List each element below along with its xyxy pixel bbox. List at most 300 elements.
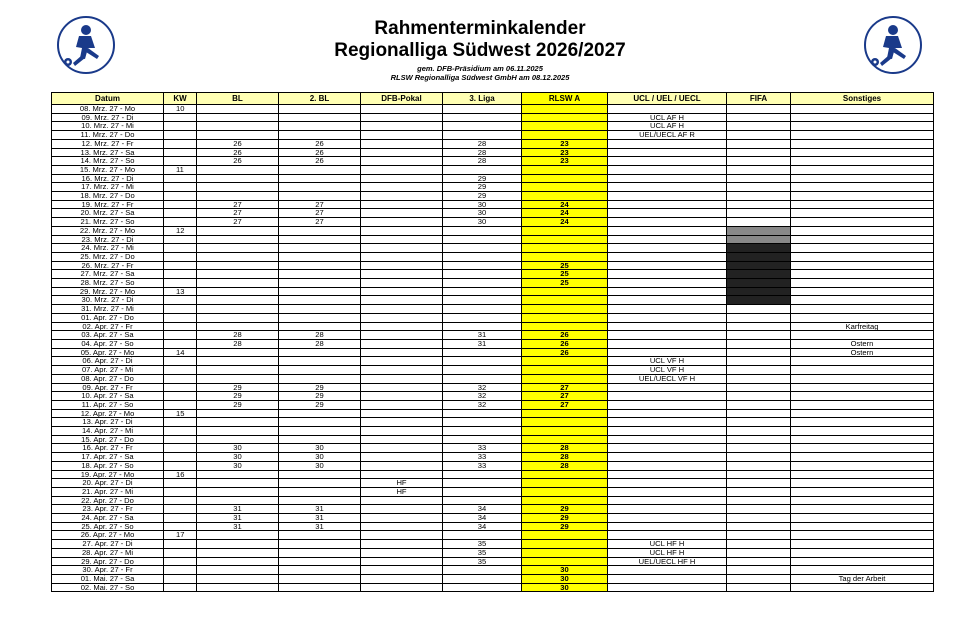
cell-kw [164,122,197,131]
cell-dfb-pokal [361,261,443,270]
cell-3-liga [443,122,522,131]
cell-rlsw-a: 25 [522,261,608,270]
cell-2-bl [279,583,361,592]
cell-3-liga: 29 [443,183,522,192]
cell-rlsw-a [522,557,608,566]
cell-kw [164,496,197,505]
cell-kw: 12 [164,226,197,235]
table-row [52,366,934,375]
table-row [52,357,934,366]
cell-sonstiges [791,453,934,462]
cell-datum: 11. Mrz. 27 - Do [52,131,164,140]
cell-dfb-pokal [361,427,443,436]
cell-2-bl [279,235,361,244]
table-row [52,348,934,357]
cell-2-bl [279,409,361,418]
cell-kw [164,444,197,453]
cell-datum: 23. Apr. 27 - Fr [52,505,164,514]
cell-fifa [727,218,791,227]
cell-2-bl: 29 [279,400,361,409]
table-row [52,192,934,201]
table-row [52,139,934,148]
cell-2-bl: 31 [279,505,361,514]
cell-sonstiges [791,418,934,427]
cell-dfb-pokal [361,531,443,540]
cell-dfb-pokal: HF [361,487,443,496]
cell-dfb-pokal [361,157,443,166]
cell-rlsw-a: 29 [522,522,608,531]
cell-bl [197,531,279,540]
cell-kw: 11 [164,165,197,174]
cell-dfb-pokal [361,470,443,479]
table-row [52,235,934,244]
table-row [52,331,934,340]
cell-kw: 16 [164,470,197,479]
cell-datum: 30. Apr. 27 - Fr [52,566,164,575]
cell-sonstiges [791,409,934,418]
cell-3-liga [443,566,522,575]
cell-fifa [727,427,791,436]
cell-rlsw-a: 30 [522,566,608,575]
cell-3-liga [443,305,522,314]
cell-dfb-pokal [361,392,443,401]
cell-datum: 15. Mrz. 27 - Mo [52,165,164,174]
cell-datum: 18. Apr. 27 - So [52,461,164,470]
cell-rlsw-a: 27 [522,383,608,392]
table-row [52,400,934,409]
cell-dfb-pokal [361,339,443,348]
cell-datum: 28. Apr. 27 - Mi [52,548,164,557]
cell-datum: 01. Apr. 27 - Do [52,313,164,322]
cell-3-liga: 35 [443,540,522,549]
cell-ucl-uel-uecl [608,461,727,470]
cell-2-bl [279,531,361,540]
cell-datum: 13. Mrz. 27 - Sa [52,148,164,157]
cell-datum: 14. Apr. 27 - Mi [52,427,164,436]
cell-dfb-pokal [361,279,443,288]
table-row [52,479,934,488]
table-row [52,444,934,453]
cell-dfb-pokal [361,305,443,314]
cell-ucl-uel-uecl [608,105,727,114]
table-row [52,113,934,122]
cell-sonstiges [791,252,934,261]
cell-datum: 26. Mrz. 27 - Fr [52,261,164,270]
cell-fifa [727,583,791,592]
cell-sonstiges [791,200,934,209]
cell-rlsw-a [522,435,608,444]
cell-3-liga: 30 [443,218,522,227]
cell-datum: 21. Mrz. 27 - So [52,218,164,227]
cell-3-liga [443,418,522,427]
cell-fifa [727,331,791,340]
cell-bl [197,279,279,288]
cell-3-liga [443,531,522,540]
cell-sonstiges [791,487,934,496]
cell-3-liga: 32 [443,383,522,392]
cell-dfb-pokal: HF [361,479,443,488]
cell-sonstiges [791,583,934,592]
cell-rlsw-a [522,131,608,140]
cell-2-bl [279,470,361,479]
cell-kw [164,209,197,218]
table-row [52,427,934,436]
cell-bl [197,496,279,505]
cell-3-liga [443,427,522,436]
page-subtitle-season: Regionalliga Südwest 2026/2027 [334,40,626,61]
cell-kw [164,252,197,261]
cell-rlsw-a [522,287,608,296]
cell-2-bl: 29 [279,383,361,392]
cell-ucl-uel-uecl [608,487,727,496]
cell-bl [197,487,279,496]
cell-dfb-pokal [361,131,443,140]
cell-sonstiges [791,400,934,409]
cell-2-bl [279,435,361,444]
cell-3-liga [443,261,522,270]
cell-3-liga: 33 [443,461,522,470]
cell-rlsw-a: 23 [522,148,608,157]
cell-3-liga [443,487,522,496]
cell-2-bl: 27 [279,218,361,227]
cell-ucl-uel-uecl [608,226,727,235]
cell-3-liga [443,105,522,114]
cell-bl [197,540,279,549]
cell-rlsw-a [522,192,608,201]
cell-ucl-uel-uecl [608,139,727,148]
cell-bl: 28 [197,339,279,348]
cell-2-bl: 28 [279,331,361,340]
cell-bl [197,409,279,418]
cell-dfb-pokal [361,583,443,592]
cell-ucl-uel-uecl [608,427,727,436]
cell-datum: 09. Apr. 27 - Fr [52,383,164,392]
cell-datum: 01. Mai. 27 - Sa [52,574,164,583]
cell-kw [164,583,197,592]
cell-dfb-pokal [361,331,443,340]
cell-2-bl [279,261,361,270]
cell-sonstiges [791,131,934,140]
table-row [52,174,934,183]
cell-2-bl [279,131,361,140]
cell-datum: 12. Apr. 27 - Mo [52,409,164,418]
cell-datum: 20. Mrz. 27 - Sa [52,209,164,218]
cell-rlsw-a: 24 [522,200,608,209]
cell-bl: 26 [197,139,279,148]
cell-3-liga [443,322,522,331]
cell-2-bl [279,313,361,322]
cell-ucl-uel-uecl [608,305,727,314]
cell-fifa [727,357,791,366]
table-header-row [52,93,934,105]
column-header-fifa: FIFA [727,93,791,105]
cell-2-bl: 26 [279,157,361,166]
cell-kw: 17 [164,531,197,540]
cell-ucl-uel-uecl: UCL HF H [608,540,727,549]
cell-rlsw-a: 30 [522,574,608,583]
cell-3-liga: 33 [443,444,522,453]
cell-sonstiges [791,566,934,575]
table-row [52,461,934,470]
cell-fifa [727,261,791,270]
cell-bl [197,557,279,566]
cell-bl: 26 [197,157,279,166]
cell-3-liga [443,165,522,174]
cell-3-liga [443,479,522,488]
cell-kw [164,540,197,549]
table-row [52,157,934,166]
column-header-bl: BL [197,93,279,105]
cell-ucl-uel-uecl: UCL AF H [608,113,727,122]
cell-ucl-uel-uecl [608,453,727,462]
cell-rlsw-a [522,252,608,261]
cell-kw [164,418,197,427]
cell-rlsw-a: 24 [522,218,608,227]
cell-ucl-uel-uecl: UCL VF H [608,357,727,366]
table-row [52,270,934,279]
cell-2-bl [279,183,361,192]
cell-dfb-pokal [361,270,443,279]
cell-bl [197,357,279,366]
cell-bl [197,131,279,140]
table-row [52,514,934,523]
cell-ucl-uel-uecl [608,296,727,305]
cell-rlsw-a [522,418,608,427]
cell-rlsw-a [522,366,608,375]
cell-kw [164,505,197,514]
cell-rlsw-a: 25 [522,270,608,279]
cell-dfb-pokal [361,409,443,418]
cell-2-bl [279,113,361,122]
cell-2-bl [279,287,361,296]
cell-dfb-pokal [361,574,443,583]
cell-3-liga [443,313,522,322]
cell-fifa [727,435,791,444]
table-row [52,313,934,322]
cell-ucl-uel-uecl [608,574,727,583]
cell-fifa [727,183,791,192]
cell-bl [197,113,279,122]
cell-kw [164,261,197,270]
cell-datum: 11. Apr. 27 - So [52,400,164,409]
cell-sonstiges [791,113,934,122]
table-row [52,122,934,131]
cell-bl [197,348,279,357]
column-header-rlsw-a: RLSW A [522,93,608,105]
cell-3-liga [443,374,522,383]
cell-datum: 16. Mrz. 27 - Di [52,174,164,183]
cell-ucl-uel-uecl [608,583,727,592]
cell-2-bl [279,322,361,331]
cell-fifa [727,296,791,305]
cell-bl: 27 [197,209,279,218]
cell-sonstiges [791,496,934,505]
cell-ucl-uel-uecl [608,235,727,244]
table-row [52,322,934,331]
cell-datum: 04. Apr. 27 - So [52,339,164,348]
table-row [52,487,934,496]
cell-datum: 24. Mrz. 27 - Mi [52,244,164,253]
cell-kw [164,200,197,209]
cell-datum: 31. Mrz. 27 - Mi [52,305,164,314]
cell-fifa [727,252,791,261]
cell-dfb-pokal [361,183,443,192]
cell-dfb-pokal [361,514,443,523]
cell-sonstiges [791,165,934,174]
cell-datum: 27. Apr. 27 - Di [52,540,164,549]
cell-bl [197,322,279,331]
cell-kw [164,557,197,566]
cell-sonstiges [791,470,934,479]
cell-dfb-pokal [361,296,443,305]
cell-rlsw-a [522,105,608,114]
table-row [52,470,934,479]
cell-dfb-pokal [361,105,443,114]
cell-fifa [727,548,791,557]
cell-dfb-pokal [361,244,443,253]
cell-rlsw-a [522,540,608,549]
cell-dfb-pokal [361,139,443,148]
cell-kw [164,113,197,122]
cell-kw [164,427,197,436]
cell-dfb-pokal [361,383,443,392]
cell-rlsw-a: 27 [522,392,608,401]
cell-datum: 22. Mrz. 27 - Mo [52,226,164,235]
cell-dfb-pokal [361,252,443,261]
cell-kw [164,218,197,227]
cell-2-bl [279,574,361,583]
cell-rlsw-a [522,183,608,192]
cell-ucl-uel-uecl [608,435,727,444]
table-row [52,183,934,192]
cell-rlsw-a: 26 [522,348,608,357]
cell-kw [164,279,197,288]
cell-sonstiges [791,305,934,314]
cell-rlsw-a [522,374,608,383]
cell-ucl-uel-uecl [608,331,727,340]
column-header-dfb-pokal: DFB-Pokal [361,93,443,105]
table-row [52,226,934,235]
cell-kw [164,453,197,462]
cell-2-bl [279,122,361,131]
cell-kw [164,357,197,366]
table-row [52,548,934,557]
cell-ucl-uel-uecl [608,209,727,218]
cell-rlsw-a [522,313,608,322]
cell-fifa [727,244,791,253]
column-header-kw: KW [164,93,197,105]
cell-3-liga [443,270,522,279]
cell-fifa [727,270,791,279]
cell-dfb-pokal [361,313,443,322]
cell-2-bl [279,479,361,488]
cell-2-bl [279,174,361,183]
cell-rlsw-a [522,427,608,436]
cell-ucl-uel-uecl [608,409,727,418]
cell-3-liga [443,357,522,366]
cell-ucl-uel-uecl [608,339,727,348]
table-row [52,105,934,114]
cell-ucl-uel-uecl [608,165,727,174]
cell-rlsw-a [522,531,608,540]
cell-sonstiges: Tag der Arbeit [791,574,934,583]
cell-2-bl: 30 [279,453,361,462]
cell-dfb-pokal [361,548,443,557]
cell-ucl-uel-uecl [608,252,727,261]
cell-kw [164,235,197,244]
cell-fifa [727,287,791,296]
cell-ucl-uel-uecl [608,348,727,357]
cell-sonstiges [791,383,934,392]
cell-ucl-uel-uecl: UEL/UECL AF R [608,131,727,140]
cell-fifa [727,148,791,157]
table-row [52,409,934,418]
cell-3-liga: 34 [443,514,522,523]
cell-fifa [727,557,791,566]
cell-3-liga [443,409,522,418]
cell-ucl-uel-uecl [608,505,727,514]
cell-kw [164,522,197,531]
cell-dfb-pokal [361,148,443,157]
cell-bl: 30 [197,461,279,470]
cell-2-bl [279,357,361,366]
cell-sonstiges [791,505,934,514]
cell-bl [197,226,279,235]
cell-3-liga [443,244,522,253]
cell-bl [197,313,279,322]
cell-rlsw-a [522,409,608,418]
cell-fifa [727,374,791,383]
cell-rlsw-a: 28 [522,461,608,470]
cell-sonstiges [791,427,934,436]
cell-bl: 29 [197,400,279,409]
cell-bl: 31 [197,505,279,514]
cell-fifa [727,461,791,470]
cell-sonstiges [791,226,934,235]
cell-rlsw-a [522,496,608,505]
cell-sonstiges [791,244,934,253]
cell-rlsw-a [522,165,608,174]
cell-2-bl: 30 [279,444,361,453]
cell-2-bl [279,366,361,375]
table-row [52,287,934,296]
cell-dfb-pokal [361,557,443,566]
cell-2-bl [279,226,361,235]
table-row [52,165,934,174]
cell-dfb-pokal [361,122,443,131]
cell-3-liga: 29 [443,192,522,201]
cell-3-liga [443,252,522,261]
cell-3-liga: 29 [443,174,522,183]
cell-sonstiges [791,313,934,322]
column-header-2-bl: 2. BL [279,93,361,105]
table-row [52,296,934,305]
cell-bl [197,287,279,296]
cell-datum: 26. Apr. 27 - Mo [52,531,164,540]
cell-kw [164,461,197,470]
cell-2-bl [279,496,361,505]
cell-bl [197,122,279,131]
cell-dfb-pokal [361,522,443,531]
cell-bl [197,252,279,261]
cell-bl [197,270,279,279]
table-row [52,418,934,427]
cell-sonstiges [791,235,934,244]
cell-2-bl [279,279,361,288]
cell-kw [164,313,197,322]
cell-sonstiges [791,357,934,366]
cell-datum: 02. Mai. 27 - So [52,583,164,592]
